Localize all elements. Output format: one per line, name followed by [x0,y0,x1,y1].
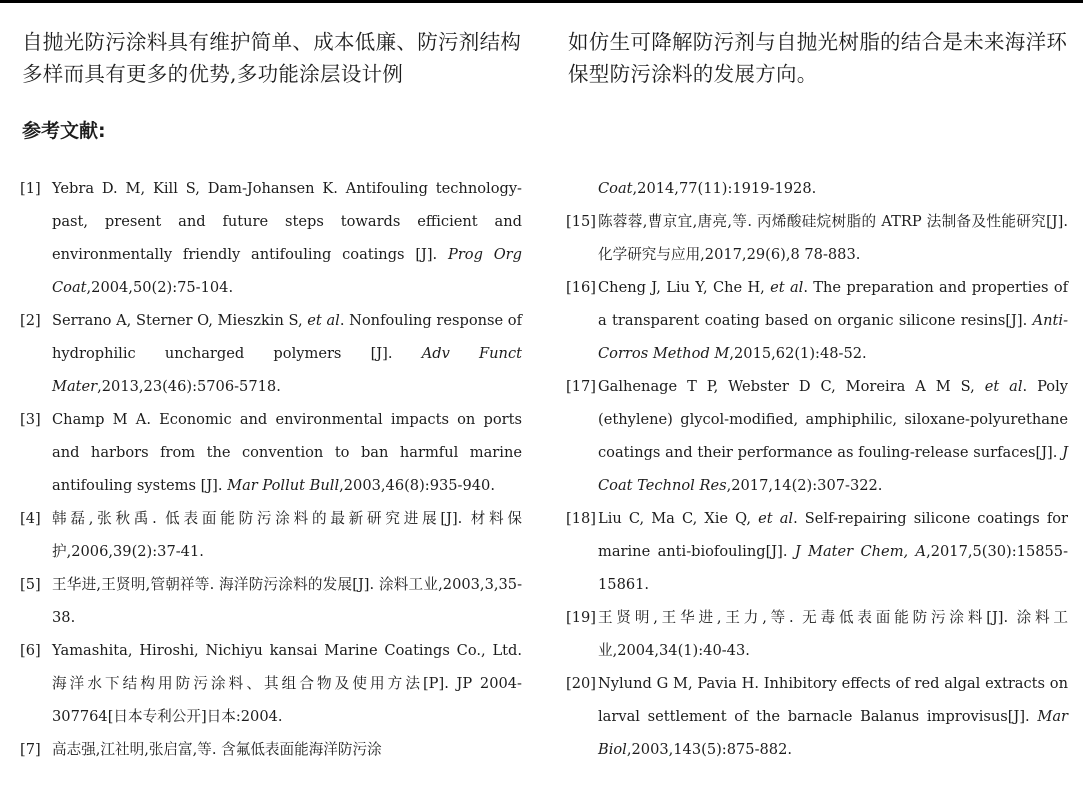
reference-etal: et al [758,510,794,527]
reference-post: ,2015,62(1):48-52. [729,345,867,362]
reference-post: ,2013,23(46):5706-5718. [97,378,281,395]
body-paragraph-left: 自抛光防污涂料具有维护简单、成本低廉、防污剂结构多样而具有更多的优势,多功能涂层设计例 [22,30,522,86]
reference-number: [20] [566,675,596,692]
reference-post: ,2017,5(30):15855-15861. [598,543,1069,593]
reference-journal: Adv Funct Mater [52,345,522,395]
references-heading: 参考文献: [22,120,106,142]
reference-item [568,502,1068,601]
reference-item [568,667,1068,766]
reference-text [598,213,1068,263]
reference-journal: J Mater Chem, A [794,543,927,560]
reference-text [598,609,1068,659]
reference-etal: et al [307,312,340,329]
reference-number: [19] [566,609,596,626]
body-paragraph-right: 如仿生可降解防污剂与自抛光树脂的结合是未来海洋环保型防污涂料的发展方向。 [568,30,1068,86]
reference-journal: J Coat Technol Res [598,444,1069,494]
reference-number: [1] [20,180,41,197]
reference-number: [4] [20,510,41,527]
reference-text [598,279,1068,362]
reference-pre: Nylund G M, Pavia H. Inhibitory effects of red algal extracts on larval settlement of the barnacle Balanus improvisus[J]. [598,675,1068,725]
reference-post: ,2004,50(2):75-104. [86,279,234,296]
reference-text [52,411,522,494]
reference-text [52,741,382,758]
reference-pre: 王华进,王贤明,管朝祥等. 海洋防污涂料的发展[J]. 涂料工业,2003,3,35-38. [52,576,522,626]
reference-number: [7] [20,741,41,758]
reference-pre: 陈蓉蓉,曹京宜,唐亮,等. 丙烯酸硅烷树脂的 ATRP 法制备及性能研究[J]. 化学研究与应用,2017,29(6),8 78-883. [598,213,1068,263]
reference-number: [17] [566,378,596,395]
reference-number: [16] [566,279,596,296]
reference-list-right [568,172,1068,766]
reference-number: [6] [20,642,41,659]
top-rule [0,0,1083,3]
reference-item [22,568,522,634]
reference-number: [2] [20,312,41,329]
reference-mid: . Self-repairing silicone coatings for marine anti-biofouling[J]. [598,510,1068,560]
reference-list-left [22,172,522,766]
reference-text [52,312,522,395]
reference-continuation [568,172,1068,205]
reference-pre: 王贤明,王华进,王力,等. 无毒低表面能防污涂料[J]. 涂料工业,2004,34(1):40-43. [598,609,1068,659]
reference-mid: . The preparation and properties of a transparent coating based on organic silicone resins[J]. [598,279,1069,329]
reference-etal: et al [770,279,804,296]
reference-pre: Yebra D. M, Kill S, Dam-Johansen K. Antifouling technology-past, present and future steps towards efficient and environmentally friendly antifouling coatings [J]. [52,180,522,263]
reference-number: [3] [20,411,41,428]
reference-text [52,642,522,725]
reference-text [598,675,1068,758]
reference-item [568,601,1068,667]
reference-pre: Liu C, Ma C, Xie Q, [598,510,752,527]
reference-mid: . Poly (ethylene) glycol-modified, amphiphilic, siloxane-polyurethane coatings and their performance as fouling-release surfaces[J]. [598,378,1068,461]
reference-item [22,502,522,568]
reference-text [52,576,522,626]
reference-item [22,304,522,403]
continuation-journal: Coat [598,180,633,197]
reference-post: ,2003,46(8):935-940. [339,477,495,494]
reference-pre: Galhenage T P, Webster D C, Moreira A M S, [598,378,975,395]
reference-item [22,634,522,733]
reference-item [22,172,522,304]
reference-item [568,271,1068,370]
reference-pre: Yamashita, Hiroshi, Nichiyu kansai Marine Coatings Co., Ltd. 海洋水下结构用防污涂料、其组合物及使用方法[P]. JP 2004-307764[日本专利公开]日本:2004. [52,642,522,725]
reference-etal: et al [984,378,1023,395]
continuation-details: ,2014,77(11):1919-1928. [632,180,817,197]
reference-number: [15] [566,213,596,230]
reference-text [52,180,522,296]
reference-journal: Prog Org Coat [52,246,522,296]
reference-text [598,510,1068,593]
reference-item [568,370,1068,502]
reference-pre: Serrano A, Sterner O, Mieszkin S, [52,312,303,329]
reference-pre: Champ M A. Economic and environmental impacts on ports and harbors from the convention to ban harmful marine antifouling systems [J]. [52,411,522,494]
reference-post: ,2017,14(2):307-322. [726,477,883,494]
reference-number: [18] [566,510,596,527]
reference-item [22,733,522,766]
reference-pre: Cheng J, Liu Y, Che H, [598,279,765,296]
reference-journal: Anti-Corros Method M [598,312,1068,362]
reference-post: ,2003,143(5):875-882. [626,741,793,758]
reference-journal: Mar Pollut Bull [227,477,340,494]
reference-journal: Mar Biol [598,708,1069,758]
reference-mid: . Nonfouling response of hydrophilic uncharged polymers [J]. [52,312,522,362]
reference-item [22,403,522,502]
reference-text [52,510,522,560]
reference-number: [5] [20,576,41,593]
reference-text [598,378,1068,494]
reference-pre: 韩磊,张秋禹. 低表面能防污涂料的最新研究进展[J]. 材料保护,2006,39(2):37-41. [52,510,522,560]
reference-item [568,205,1068,271]
reference-pre: 高志强,江社明,张启富,等. 含氟低表面能海洋防污涂 [52,741,382,758]
